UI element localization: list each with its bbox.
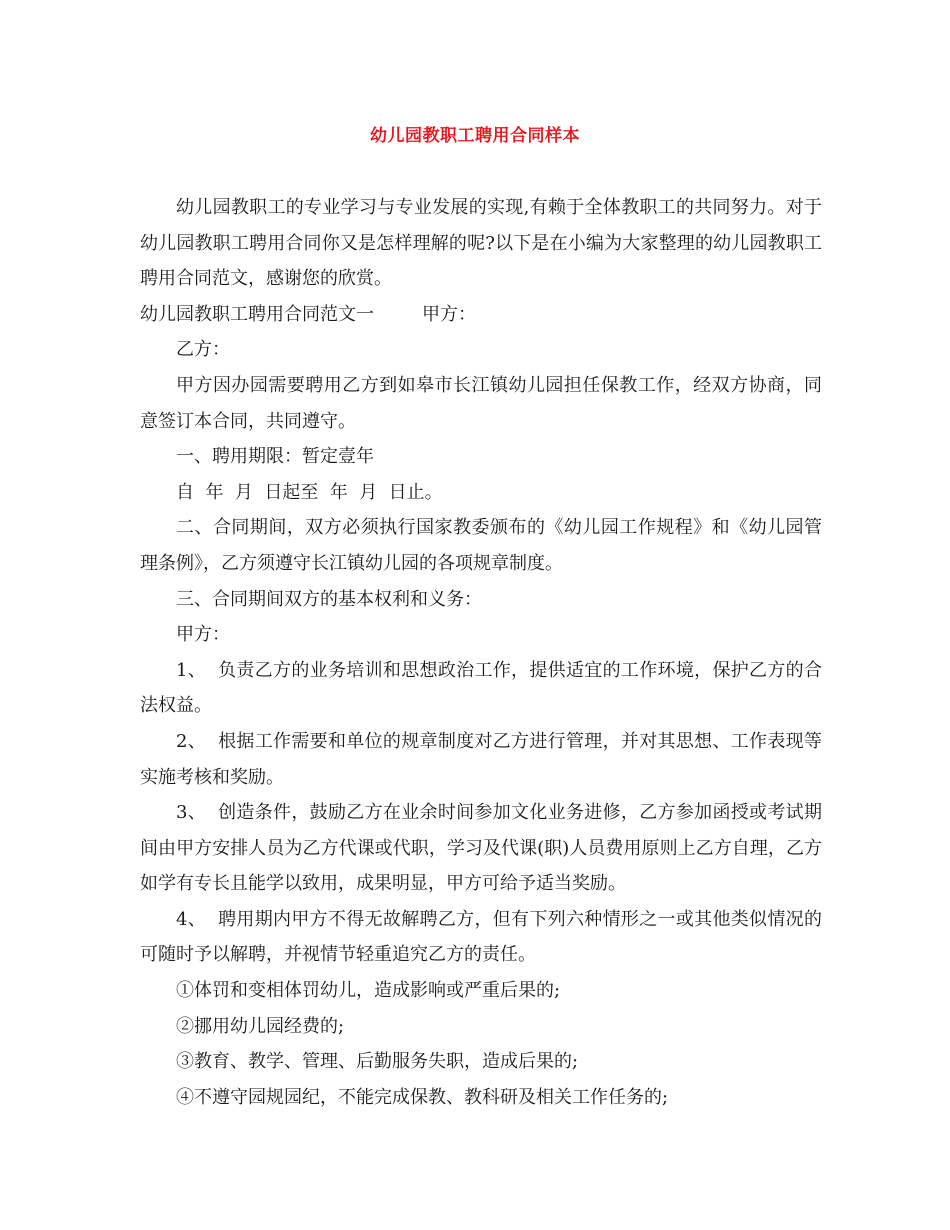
clause-regulations: 二、合同期间，双方必须执行国家教委颁布的《幼儿园工作规程》和《幼儿园管理条例》，乙方须遵守长江镇幼儿园的各项规章制度。	[140, 517, 822, 574]
clause-term-dates: 自 年 月 日起至 年 月 日止。	[176, 481, 443, 503]
clause-term: 一、聘用期限：暂定壹年	[176, 446, 374, 468]
dismissal-item: ①体罚和变相体罚幼儿，造成影响或严重后果的;	[176, 980, 561, 1002]
dismissal-item: ④不遵守园规园纪，不能完成保教、教科研及相关工作任务的;	[176, 1086, 669, 1108]
section-heading-line	[140, 297, 822, 333]
list-item: 3、 创造条件，鼓励乙方在业余时间参加文化业务进修，乙方参加函授或考试期间由甲方安排人员为乙方代课或代职，学习及代课(职)人员费用原则上乙方自理，乙方如学有专长且能学以致用，成果明显，甲方可给予适当奖励。	[140, 802, 822, 895]
clause-rights-duties: 三、合同期间双方的基本权利和义务：	[176, 588, 482, 610]
party-a-subheading: 甲方：	[176, 624, 230, 646]
party-b-label: 乙方：	[176, 339, 230, 361]
document-body	[140, 190, 822, 1115]
dismissal-item: ②挪用幼儿园经费的;	[176, 1015, 345, 1037]
list-item: 4、 聘用期内甲方不得无故解聘乙方，但有下列六种情形之一或其他类似情况的可随时予以解聘，并视情节轻重追究乙方的责任。	[140, 908, 822, 966]
party-a-label: 甲方：	[422, 303, 476, 325]
document-title: 幼儿园教职工聘用合同样本	[370, 126, 580, 146]
list-item: 1、 负责乙方的业务培训和思想政治工作，提供适宜的工作环境，保护乙方的合法权益。	[140, 659, 822, 717]
list-item: 2、 根据工作需要和单位的规章制度对乙方进行管理，并对其思想、工作表现等实施考核和奖励。	[140, 730, 822, 788]
dismissal-item: ③教育、教学、管理、后勤服务失职，造成后果的;	[176, 1051, 579, 1073]
contract-purpose-paragraph: 甲方因办园需要聘用乙方到如皋市长江镇幼儿园担任保教工作，经双方协商，同意签订本合同，共同遵守。	[140, 374, 822, 432]
intro-paragraph: 幼儿园教职工的专业学习与专业发展的实现,有赖于全体教职工的共同努力。对于幼儿园教职工聘用合同你又是怎样理解的呢?以下是在小编为大家整理的幼儿园教职工聘用合同范文，感谢您的欣赏。	[140, 197, 822, 290]
section-heading: 幼儿园教职工聘用合同范文一	[140, 303, 374, 325]
